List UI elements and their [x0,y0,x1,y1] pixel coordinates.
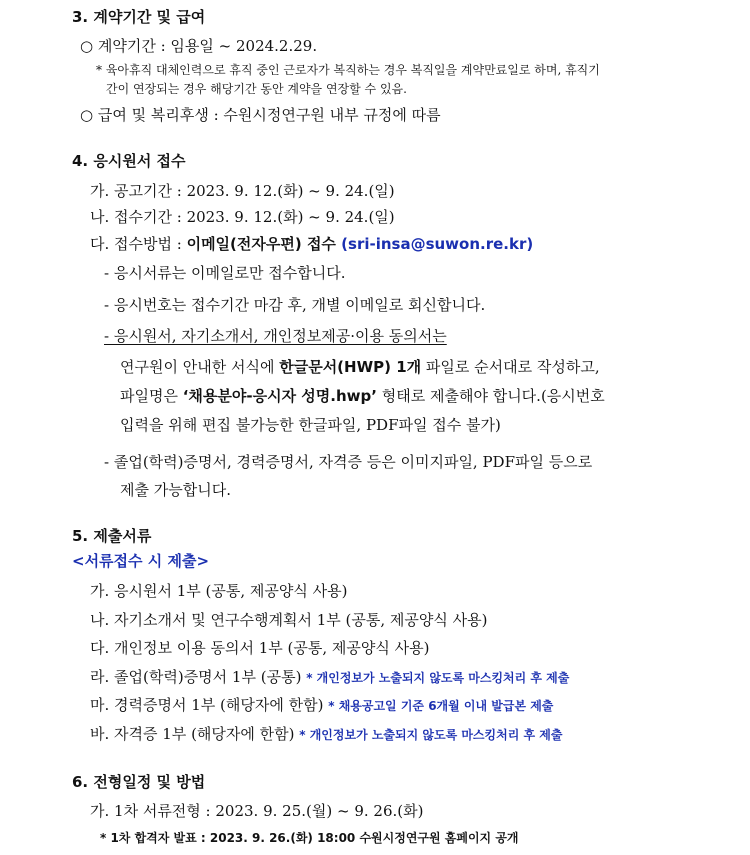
first-screening-schedule: 가. 1차 서류전형 : 2023. 9. 25.(월) ~ 9. 26.(화) [90,802,424,820]
document-item [90,580,348,601]
document-item [90,723,562,744]
document-item-text: 나. 자기소개서 및 연구수행계획서 1부 (공통, 제공양식 사용) [90,611,488,629]
document-item-text: 가. 응시원서 1부 (공통, 제공양식 사용) [90,582,348,600]
salary-benefits: ○ 급여 및 복리후생 : 수원시정연구원 내부 규정에 따름 [80,106,441,124]
document-item [90,666,569,687]
document-item [90,609,487,630]
document-item-text: 마. 경력증명서 1부 (해당자에 한함) [90,696,329,714]
dash-item-reply: - 응시번호는 접수기간 마감 후, 개별 이메일로 회신합니다. [104,296,486,314]
document-item [90,637,429,658]
filename-format: ‘채용분야-응시자 성명.hwp’ [182,387,377,405]
application-method-label: 다. 접수방법 : [90,235,187,253]
contract-note-line-2: 간이 연장되는 경우 해당기간 동안 계약을 연장할 수 있음. [106,82,407,96]
section-6-heading: 6. 전형일정 및 방법 [72,773,206,791]
forms-instruction-line-2 [120,385,605,406]
notice-period: 가. 공고기간 : 2023. 9. 12.(화) ~ 9. 24.(일) [90,182,395,200]
application-period: 나. 접수기간 : 2023. 9. 12.(화) ~ 9. 24.(일) [90,208,395,226]
application-method-bold: 이메일(전자우편) 접수 [186,235,342,253]
contract-note-line-1: * 육아휴직 대체인력으로 휴직 중인 근로자가 복직하는 경우 복직일을 계약만료일로 하며, 휴직기 [96,63,600,77]
application-method [90,233,533,254]
document-item-note: * 개인정보가 노출되지 않도록 마스킹처리 후 제출 [306,671,570,685]
document-item-text: 바. 자격증 1부 (해당자에 한함) [90,725,300,743]
forms-instruction-hwp: 한글문서(HWP) 1개 [279,358,422,376]
section-3-heading: 3. 계약기간 및 급여 [72,8,206,26]
section-4-heading: 4. 응시원서 접수 [72,152,186,170]
document-item-note: * 개인정보가 노출되지 않도록 마스킹처리 후 제출 [299,728,563,742]
forms-instruction-line-3: 입력을 위해 편집 불가능한 한글파일, PDF파일 접수 불가) [120,416,501,434]
filename-post: 형태로 제출해야 합니다.(응시번호 [376,387,605,405]
contract-period: ○ 계약기간 : 임용일 ~ 2024.2.29. [80,37,318,55]
dash-item-certificates: - 졸업(학력)증명서, 경력증명서, 자격증 등은 이미지파일, PDF파일 등으로 [104,453,593,471]
filename-pre: 파일명은 [120,387,183,405]
document-item [90,694,553,715]
section-5-subheading: <서류접수 시 제출> [72,552,210,570]
dash-item-email-only: - 응시서류는 이메일로만 접수합니다. [104,264,346,282]
forms-instruction-post: 파일로 순서대로 작성하고, [421,358,600,376]
document-item-note: * 채용공고일 기준 6개월 이내 발급본 제출 [328,699,554,713]
forms-instruction-line-1 [120,356,705,377]
section-5-heading: 5. 제출서류 [72,527,152,545]
document-item-text: 라. 졸업(학력)증명서 1부 (공통) [90,668,307,686]
dash-item-certificates-cont: 제출 가능합니다. [120,481,231,499]
dash-item-required-forms: - 응시원서, 자기소개서, 개인정보제공·이용 동의서는 [104,327,447,345]
document-item-text: 다. 개인정보 이용 동의서 1부 (공통, 제공양식 사용) [90,639,430,657]
forms-instruction-pre: 연구원이 안내한 서식에 [120,358,280,376]
first-pass-announcement: * 1차 합격자 발표 : 2023. 9. 26.(화) 18:00 수원시정연구원 홈페이지 공개 [100,831,519,845]
application-email[interactable]: (sri-insa@suwon.re.kr) [341,235,534,253]
